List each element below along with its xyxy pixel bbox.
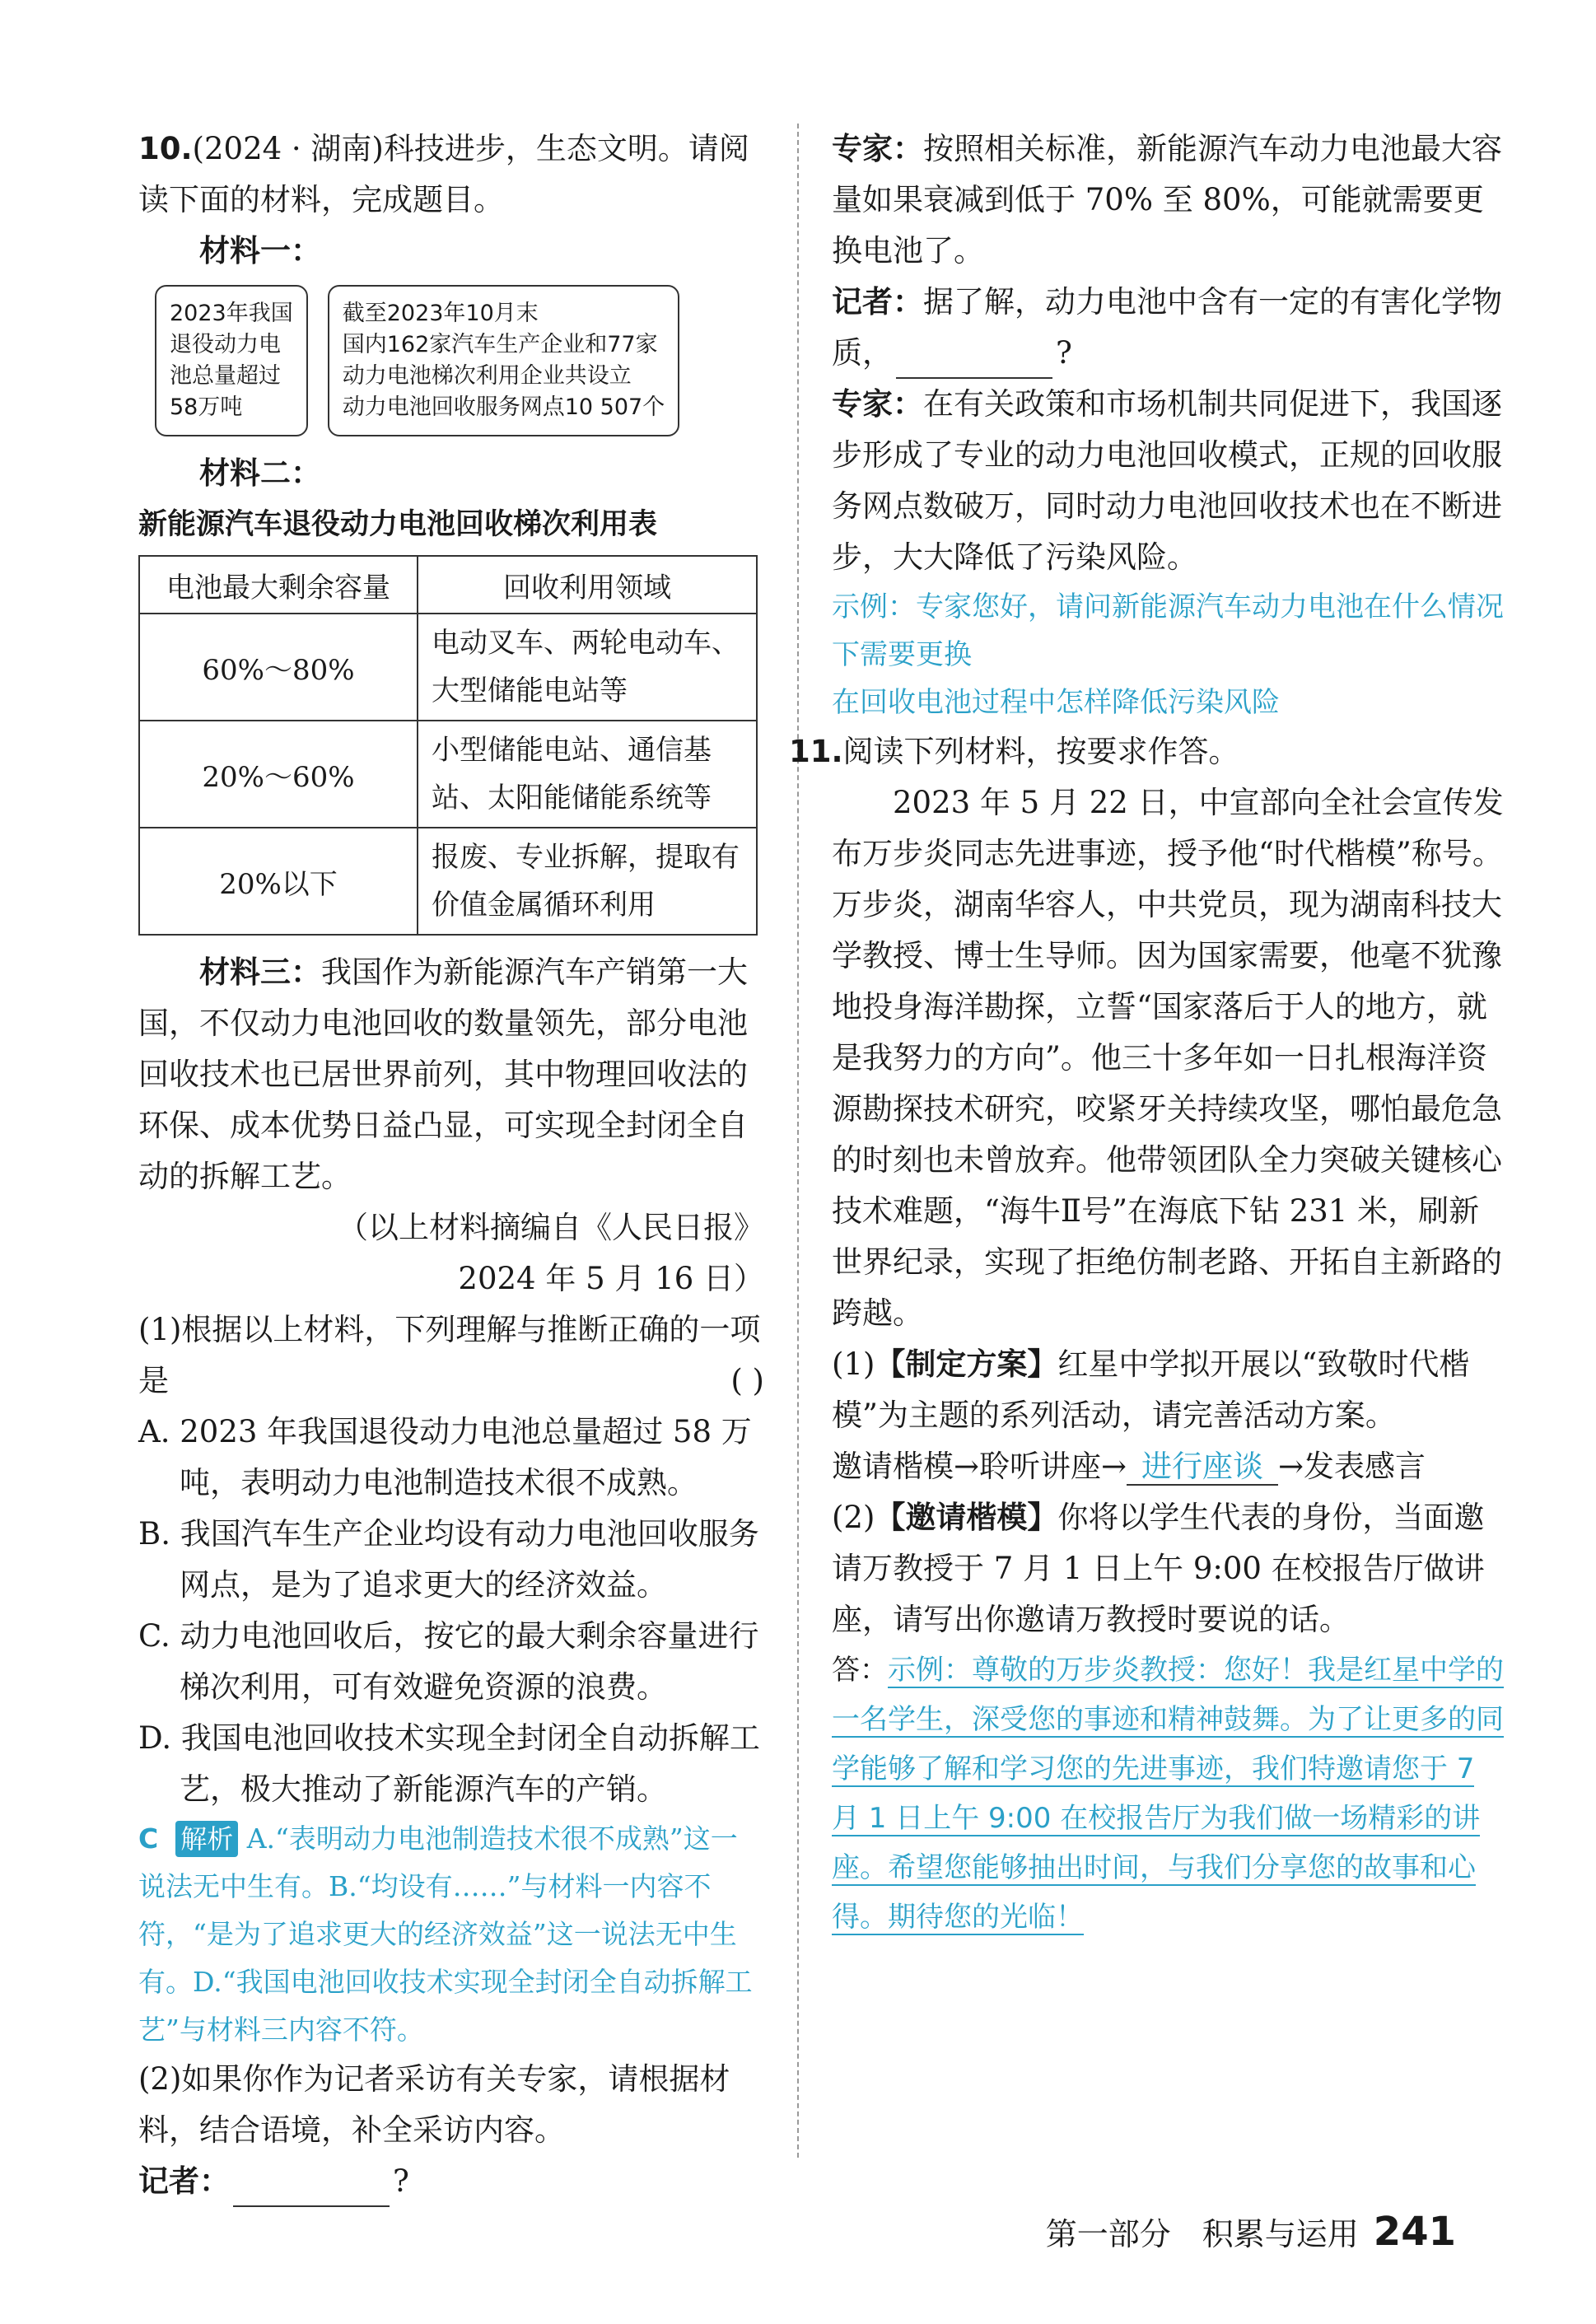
expert-label: 专家： [832,131,923,166]
table-cell-capacity: 60%～80% [139,614,418,721]
table-row [139,614,757,721]
citation-line-2: 2024 年 5 月 16 日） [458,1261,764,1296]
material-1-boxes [155,285,764,436]
q10-number: 10. [138,131,193,166]
reporter-label: 记者： [138,2163,230,2199]
box2-line: 动力电池回收服务网点10 507个 [342,394,665,420]
material-1-box-1 [155,285,308,436]
q11-sub-2 [832,1492,1505,1645]
reporter-label: 记者： [832,284,923,320]
analysis-text: A.“表明动力电池制造技术很不成熟”这一说法无中生有。B.“均设有……”与材料一内容不符，“是为了追求更大的经济效益”这一说法无中生有。D.“我国电池回收技术实现全封闭全自动拆解工艺”与材料三内容不符。 [138,1822,753,2046]
option-b: B. 我国汽车生产企业均设有动力电池回收服务网点，是为了追求更大的经济效益。 [138,1516,759,1603]
material-1-title: 材料一： [199,233,321,268]
question-mark: ? [393,2163,409,2199]
table-header: 回收利用领域 [418,556,757,614]
table-cell-capacity: 20%～60% [139,721,418,828]
sub-question-1-text: (1)根据以上材料，下列理解与推断正确的一项是 [138,1312,761,1398]
box1-line: 退役动力电 [170,332,281,357]
question-mark: ? [1056,335,1072,371]
footer-section: 第一部分 积累与运用 [1045,2216,1359,2252]
flow-step-2: 聆听讲座 [979,1449,1102,1484]
table-cell-capacity: 20%以下 [139,828,418,935]
answer-text[interactable]: 示例：尊敬的万步炎教授：您好！我是红星中学的一名学生，深受您的事迹和精神鼓舞。为了让更多的同学能够了解和学习您的先进事迹，我们特邀请您于 7 月 1 日上午 9:00 在校报告厅为我们做一场精彩的讲座。希望您能够抽出时间，与我们分享您的故事和心得。期待您的光临！ [832,1654,1504,1934]
q11-sub-1-tag: 【制定方案】 [875,1346,1058,1382]
analysis-tag: 解析 [175,1821,238,1857]
q11-sub-2-prefix: (2) [832,1500,875,1535]
answer-label: 答： [832,1654,888,1687]
reporter-line-1 [138,2156,764,2207]
table-cell-use: 电动叉车、两轮电动车、大型储能电站等 [418,614,757,721]
box1-line: 池总量超过 [170,363,281,389]
q10-source: (2024 · 湖南) [192,131,384,166]
q11-answer [832,1645,1505,1942]
box2-line: 截至2023年10月末 [342,301,539,326]
left-column [138,124,764,2207]
option-c: C. 动力电池回收后，按它的最大剩余容量进行梯次利用，可有效避免资源的浪费。 [138,1618,759,1705]
box2-line: 国内162家汽车生产企业和77家 [342,332,658,357]
material-3 [138,947,764,1202]
activity-flow [832,1441,1505,1492]
q11-sub-2-text: 你将以学生代表的身份，当面邀请万教授于 7 月 1 日上午 9:00 在校报告厅做讲座，请写出你邀请万教授时要说的话。 [832,1500,1485,1637]
expert-line-2 [832,379,1505,583]
q11-sub-1-prefix: (1) [832,1346,875,1382]
answer-blank[interactable] [233,2172,390,2207]
answer-paren: ( ) [730,1363,764,1398]
q11-sub-1 [832,1339,1505,1441]
page-number: 241 [1373,2209,1456,2255]
box1-line: 58万吨 [170,394,243,420]
option-a: A. 2023 年我国退役动力电池总量超过 58 万吨，表明动力电池制造技术很不成熟。 [138,1414,752,1500]
q10-intro [138,124,764,226]
q10-answer-example-1: 示例：专家您好，请问新能源汽车动力电池在什么情况下需要更换 [832,590,1504,671]
arrow-icon: → [1278,1449,1304,1484]
q10-analysis [138,1815,764,2054]
table-row [139,828,757,935]
q11-sub-2-tag: 【邀请楷模】 [875,1500,1058,1535]
material-1-box-2 [328,285,679,436]
table-cell-use: 小型储能电站、通信基站、太阳能储能系统等 [418,721,757,828]
material-3-label: 材料三： [199,954,321,990]
box1-line: 2023年我国 [170,301,293,326]
material-2-title: 材料二： [199,455,321,491]
answer-letter: C [138,1822,159,1855]
q11-intro-text: 阅读下列材料，按要求作答。 [842,734,1239,769]
reporter-text: 据了解，动力电池中含有一定的有害化学物质， [832,284,1502,371]
table-header: 电池最大剩余容量 [139,556,418,614]
page-footer [1046,2209,1456,2255]
expert-line-1 [832,124,1505,277]
table-title: 新能源汽车退役动力电池回收梯次利用表 [138,508,658,541]
right-column [789,124,1505,1942]
arrow-icon: → [1101,1449,1127,1484]
sub-question-1 [138,1304,764,1407]
column-divider [797,124,799,2158]
expert-text: 在有关政策和市场机制共同促进下，我国逐步形成了专业的动力电池回收模式，正规的回收服务网点数破万，同时动力电池回收技术也在不断进步，大大降低了污染风险。 [832,386,1502,575]
flow-step-1: 邀请楷模 [832,1449,954,1484]
material-3-text: 我国作为新能源汽车产销第一大国，不仅动力电池回收的数量领先，部分电池回收技术也已居世界前列，其中物理回收法的环保、成本优势日益凸显，可实现全封闭全自动的拆解工艺。 [138,954,748,1194]
expert-text: 按照相关标准，新能源汽车动力电池最大容量如果衰减到低于 70% 至 80%，可能就需要更换电池了。 [832,131,1502,268]
expert-label: 专家： [832,386,923,422]
q10-answer-example-2: 在回收电池过程中怎样降低污染风险 [832,686,1280,719]
flow-step-4: 发表感言 [1304,1449,1426,1484]
recycle-table [138,555,758,936]
table-cell-use: 报废、专业拆解，提取有价值金属循环利用 [418,828,757,935]
sub-question-2: (2)如果你作为记者采访有关专家，请根据材料，结合语境，补全采访内容。 [138,2061,730,2148]
table-row [139,721,757,828]
citation-line-1: （以上材料摘编自《人民日报》 [338,1210,764,1245]
box2-line: 动力电池梯次利用企业共设立 [342,363,632,389]
q11-intro [789,726,1505,777]
reporter-line-2 [832,277,1505,379]
q10-intro-text: 科技进步，生态文明。请阅读下面的材料，完成题目。 [138,131,749,217]
answer-blank[interactable] [896,344,1052,379]
arrow-icon: → [954,1449,980,1484]
option-d: D. 我国电池回收技术实现全封闭全自动拆解工艺，极大推动了新能源汽车的产销。 [138,1720,760,1807]
q11-passage: 2023 年 5 月 22 日，中宣部向全社会宣传发布万步炎同志先进事迹，授予他“时代楷模”称号。万步炎，湖南华容人，中共党员，现为湖南科技大学教授、博士生导师。因为国家需要，他毫不犹豫地投身海洋勘探，立誓“国家落后于人的地方，就是我努力的方向”。他三十多年如一日扎根海洋资源勘探技术研究，咬紧牙关持续攻坚，哪怕最危急的时刻也未曾放弃。他带领团队全力突破关键核心技术难题，“海牛Ⅱ号”在海底下钻 231 米，刷新世界纪录，实现了拒绝仿制老路、开拓自主新路的跨越。 [832,785,1504,1331]
flow-answer-blank[interactable]: 进行座谈 [1127,1449,1278,1486]
q11-sub-1-text: 红星中学拟开展以“致敬时代楷模”为主题的系列活动，请完善活动方案。 [832,1346,1470,1433]
q11-number: 11. [789,734,843,769]
table-header-row [139,556,757,614]
